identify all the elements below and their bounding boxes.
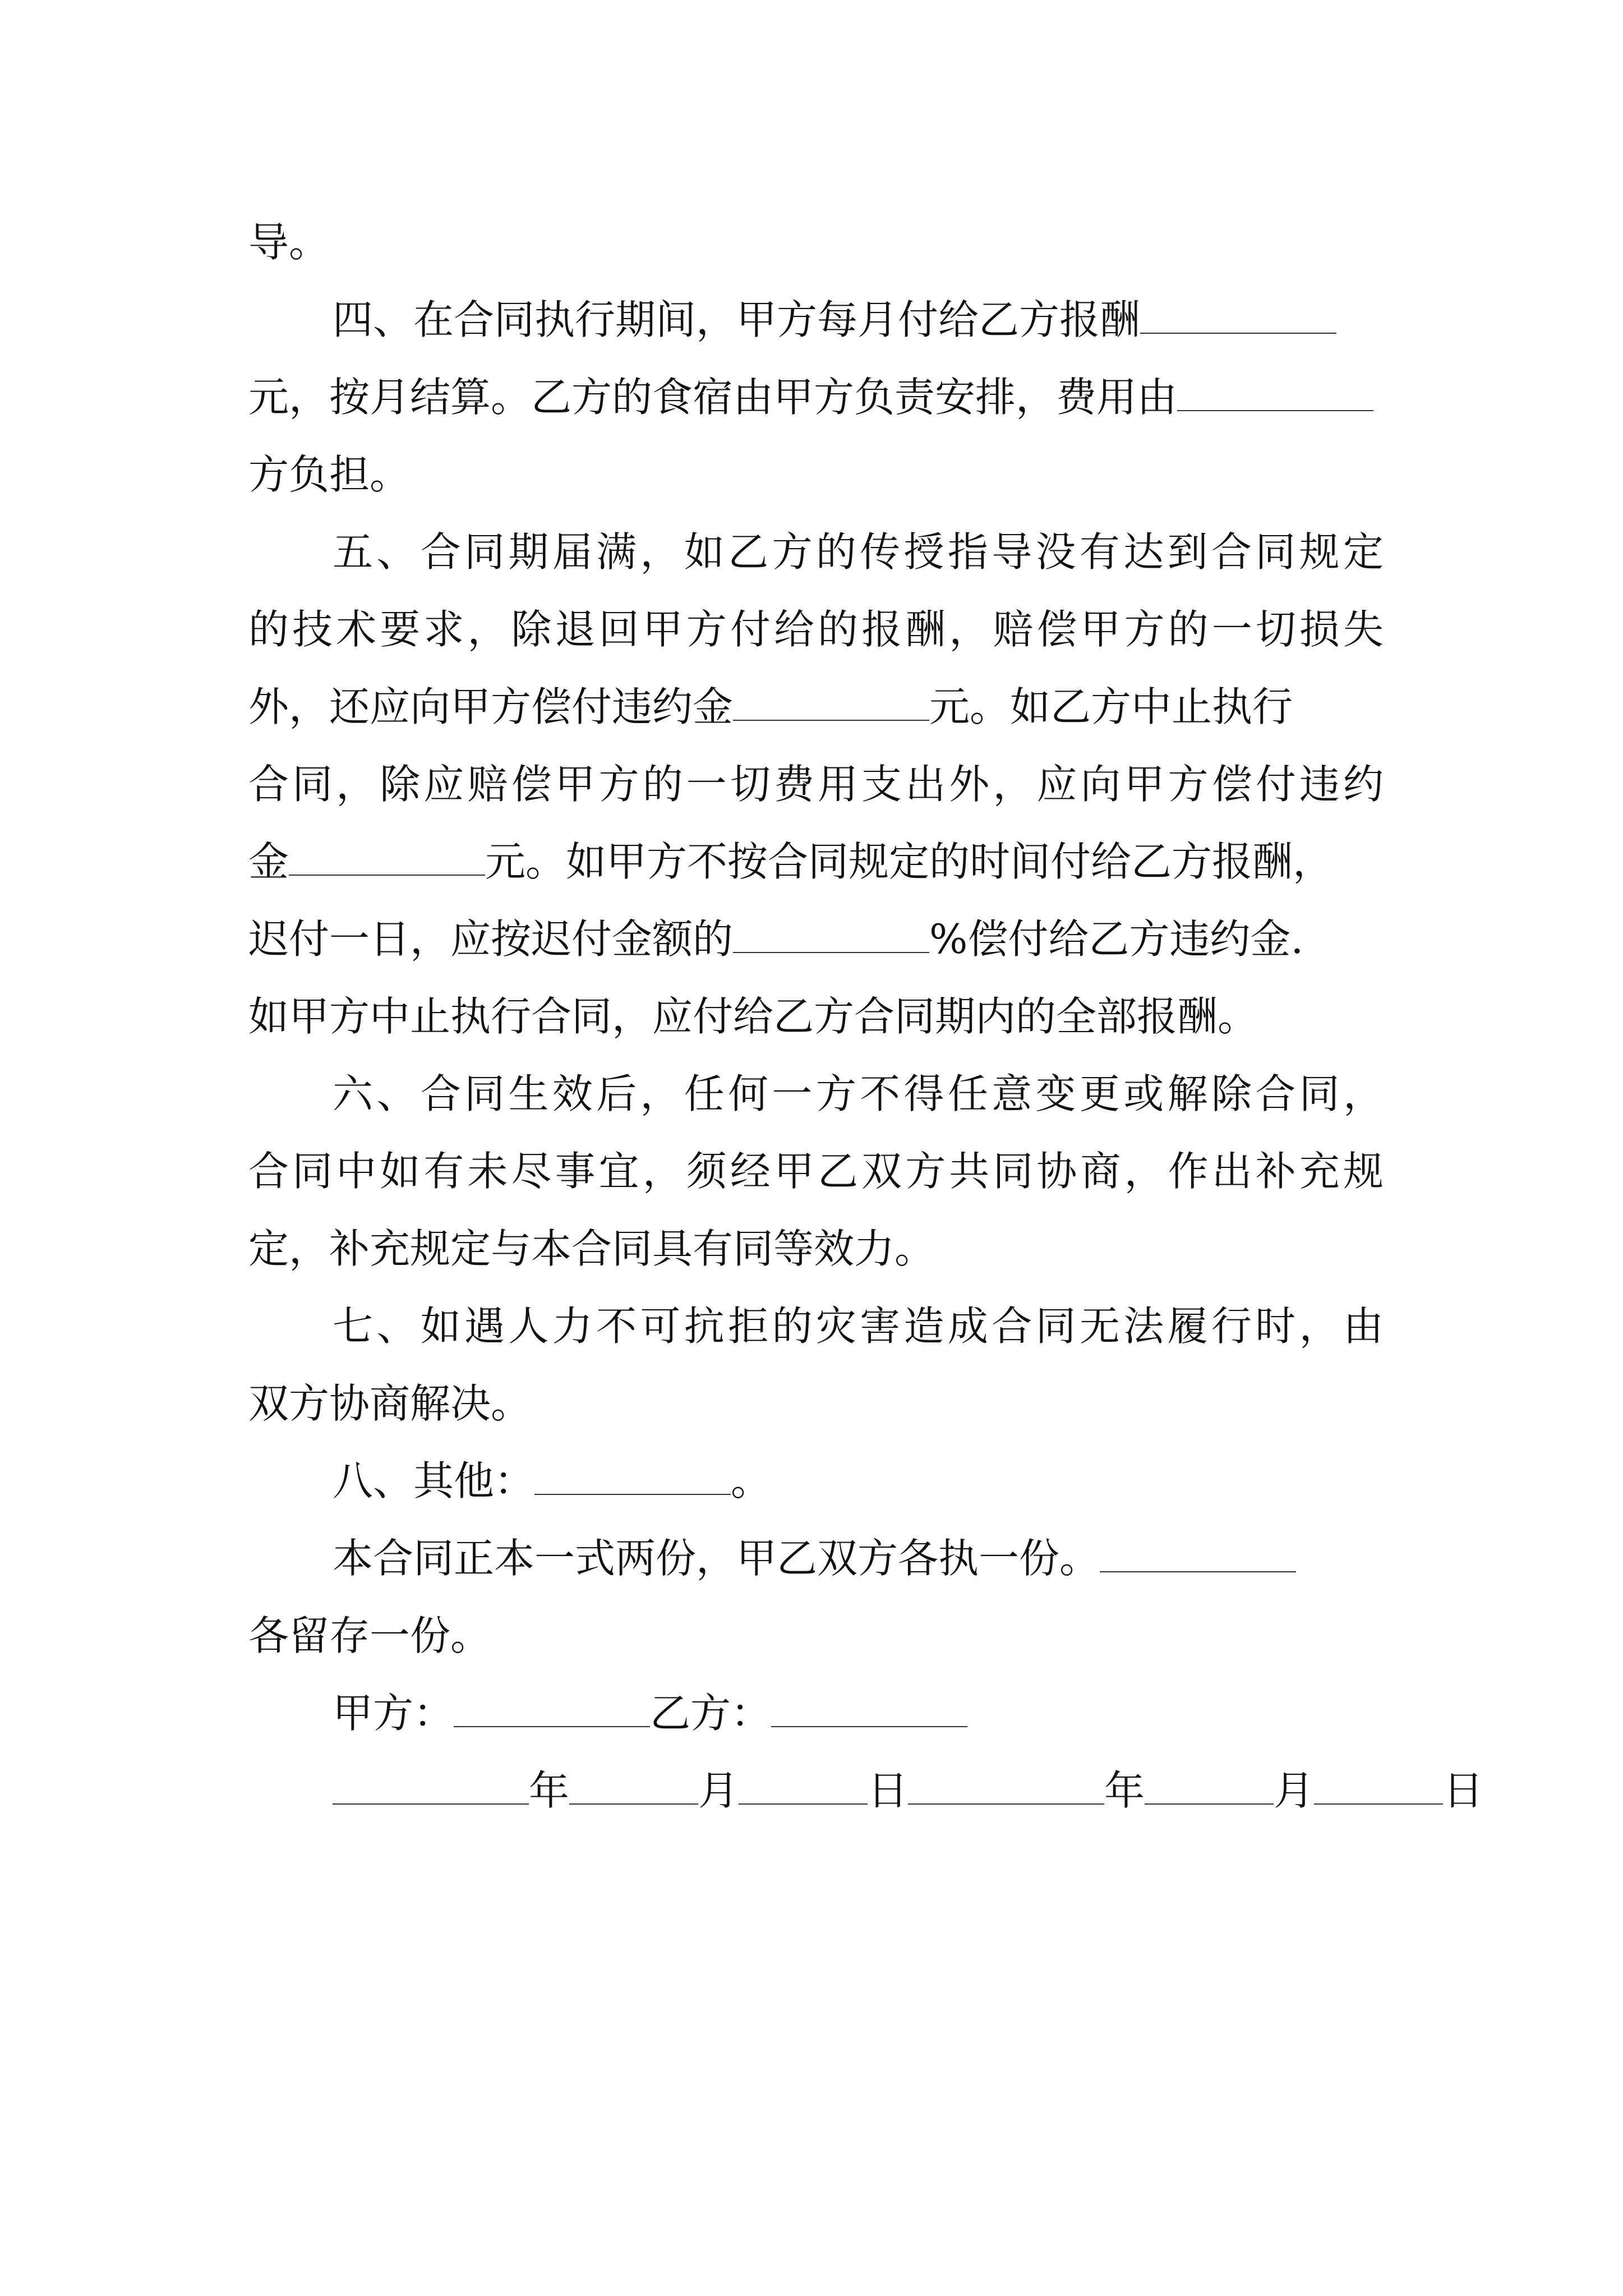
month-label: 月 — [698, 1767, 739, 1814]
fill-blank[interactable] — [733, 684, 929, 721]
text-segment: 元，按月结算。乙方的食宿由甲方负责安排，费用由 — [248, 374, 1178, 421]
day-label: 日 — [868, 1767, 909, 1814]
text-segment: 。 — [731, 1457, 772, 1504]
clause-seven-line — [248, 1298, 1384, 1354]
text-line — [248, 1221, 1384, 1277]
year-blank[interactable] — [333, 1768, 529, 1805]
text-line — [248, 601, 1384, 657]
text-segment: 外，还应向甲方偿付违约金 — [248, 683, 734, 730]
fill-blank[interactable] — [733, 916, 929, 953]
text-line — [248, 369, 1384, 425]
month-blank[interactable] — [1145, 1768, 1274, 1805]
text-segment: 元。如乙方中止执行 — [929, 683, 1293, 730]
clause-eight-line — [248, 1453, 1384, 1509]
year-label: 年 — [1104, 1767, 1145, 1814]
fill-blank[interactable] — [534, 1458, 731, 1495]
text-segment: 如甲方中止执行合同，应付给乙方合同期内的全部报酬。 — [248, 993, 1258, 1040]
day-blank[interactable] — [1314, 1768, 1443, 1805]
fill-blank[interactable] — [1140, 297, 1336, 334]
text-line — [248, 1375, 1384, 1432]
text-segment: 五、合同期届满，如乙方的传授指导没有达到合同规定 — [333, 528, 1384, 576]
text-line — [248, 214, 1384, 270]
text-segment: 定，补充规定与本合同具有同等效力。 — [248, 1225, 935, 1272]
party-a-label: 甲方： — [333, 1690, 454, 1737]
text-line — [248, 834, 1384, 890]
fill-blank[interactable] — [1177, 374, 1373, 411]
text-segment: 方负担。 — [248, 451, 411, 498]
text-segment: 合同中如有未尽事宜，须经甲乙双方共同协商，作出补充规 — [248, 1148, 1384, 1195]
text-segment: 八、其他： — [333, 1457, 535, 1504]
text-line — [248, 911, 1384, 967]
text-segment: 合同，除应赔偿甲方的一切费用支出外，应向甲方偿付违约 — [248, 761, 1384, 808]
text-line — [248, 756, 1384, 812]
text-segment: 四、在合同执行期间，甲方每月付给乙方报酬 — [333, 296, 1141, 343]
party-b-blank[interactable] — [771, 1690, 967, 1727]
text-segment: 元。如甲方不按合同规定的时间付给乙方报酬， — [485, 838, 1334, 885]
date-line — [248, 1763, 1484, 1819]
month-blank[interactable] — [569, 1768, 698, 1805]
clause-four-line — [248, 292, 1384, 348]
text-segment: 各留存一份。 — [248, 1612, 491, 1659]
text-segment: 七、如遇人力不可抗拒的灾害造成合同无法履行时，由 — [333, 1303, 1384, 1350]
fill-blank[interactable] — [289, 839, 485, 876]
fill-blank[interactable] — [1100, 1535, 1296, 1572]
party-a-blank[interactable] — [454, 1690, 650, 1727]
text-segment: 本合同正本一式两份，甲乙双方各执一份。 — [333, 1535, 1100, 1582]
text-segment: 双方协商解决。 — [248, 1380, 532, 1427]
text-line — [248, 447, 1384, 503]
text-line — [248, 1143, 1384, 1199]
text-segment: 导。 — [248, 219, 330, 266]
text-segment: 迟付一日，应按迟付金额的 — [248, 915, 734, 963]
text-line — [248, 988, 1384, 1045]
text-segment: 六、合同生效后，任何一方不得任意变更或解除合同， — [333, 1070, 1384, 1117]
signature-line — [248, 1685, 1384, 1741]
copies-line — [248, 1530, 1384, 1586]
month-label: 月 — [1274, 1767, 1315, 1814]
day-blank[interactable] — [739, 1768, 868, 1805]
year-label: 年 — [529, 1767, 570, 1814]
text-segment: %偿付给乙方违约金. — [929, 915, 1304, 963]
text-line — [248, 679, 1384, 735]
text-line — [248, 1608, 1384, 1664]
text-segment: 金 — [248, 838, 289, 885]
text-segment: 的技术要求，除退回甲方付给的报酬，赔偿甲方的一切损失 — [248, 606, 1384, 653]
clause-five-line — [248, 524, 1384, 580]
party-b-label: 乙方： — [650, 1690, 772, 1737]
day-label: 日 — [1443, 1767, 1484, 1814]
clause-six-line — [248, 1066, 1384, 1122]
year-blank[interactable] — [908, 1768, 1104, 1805]
